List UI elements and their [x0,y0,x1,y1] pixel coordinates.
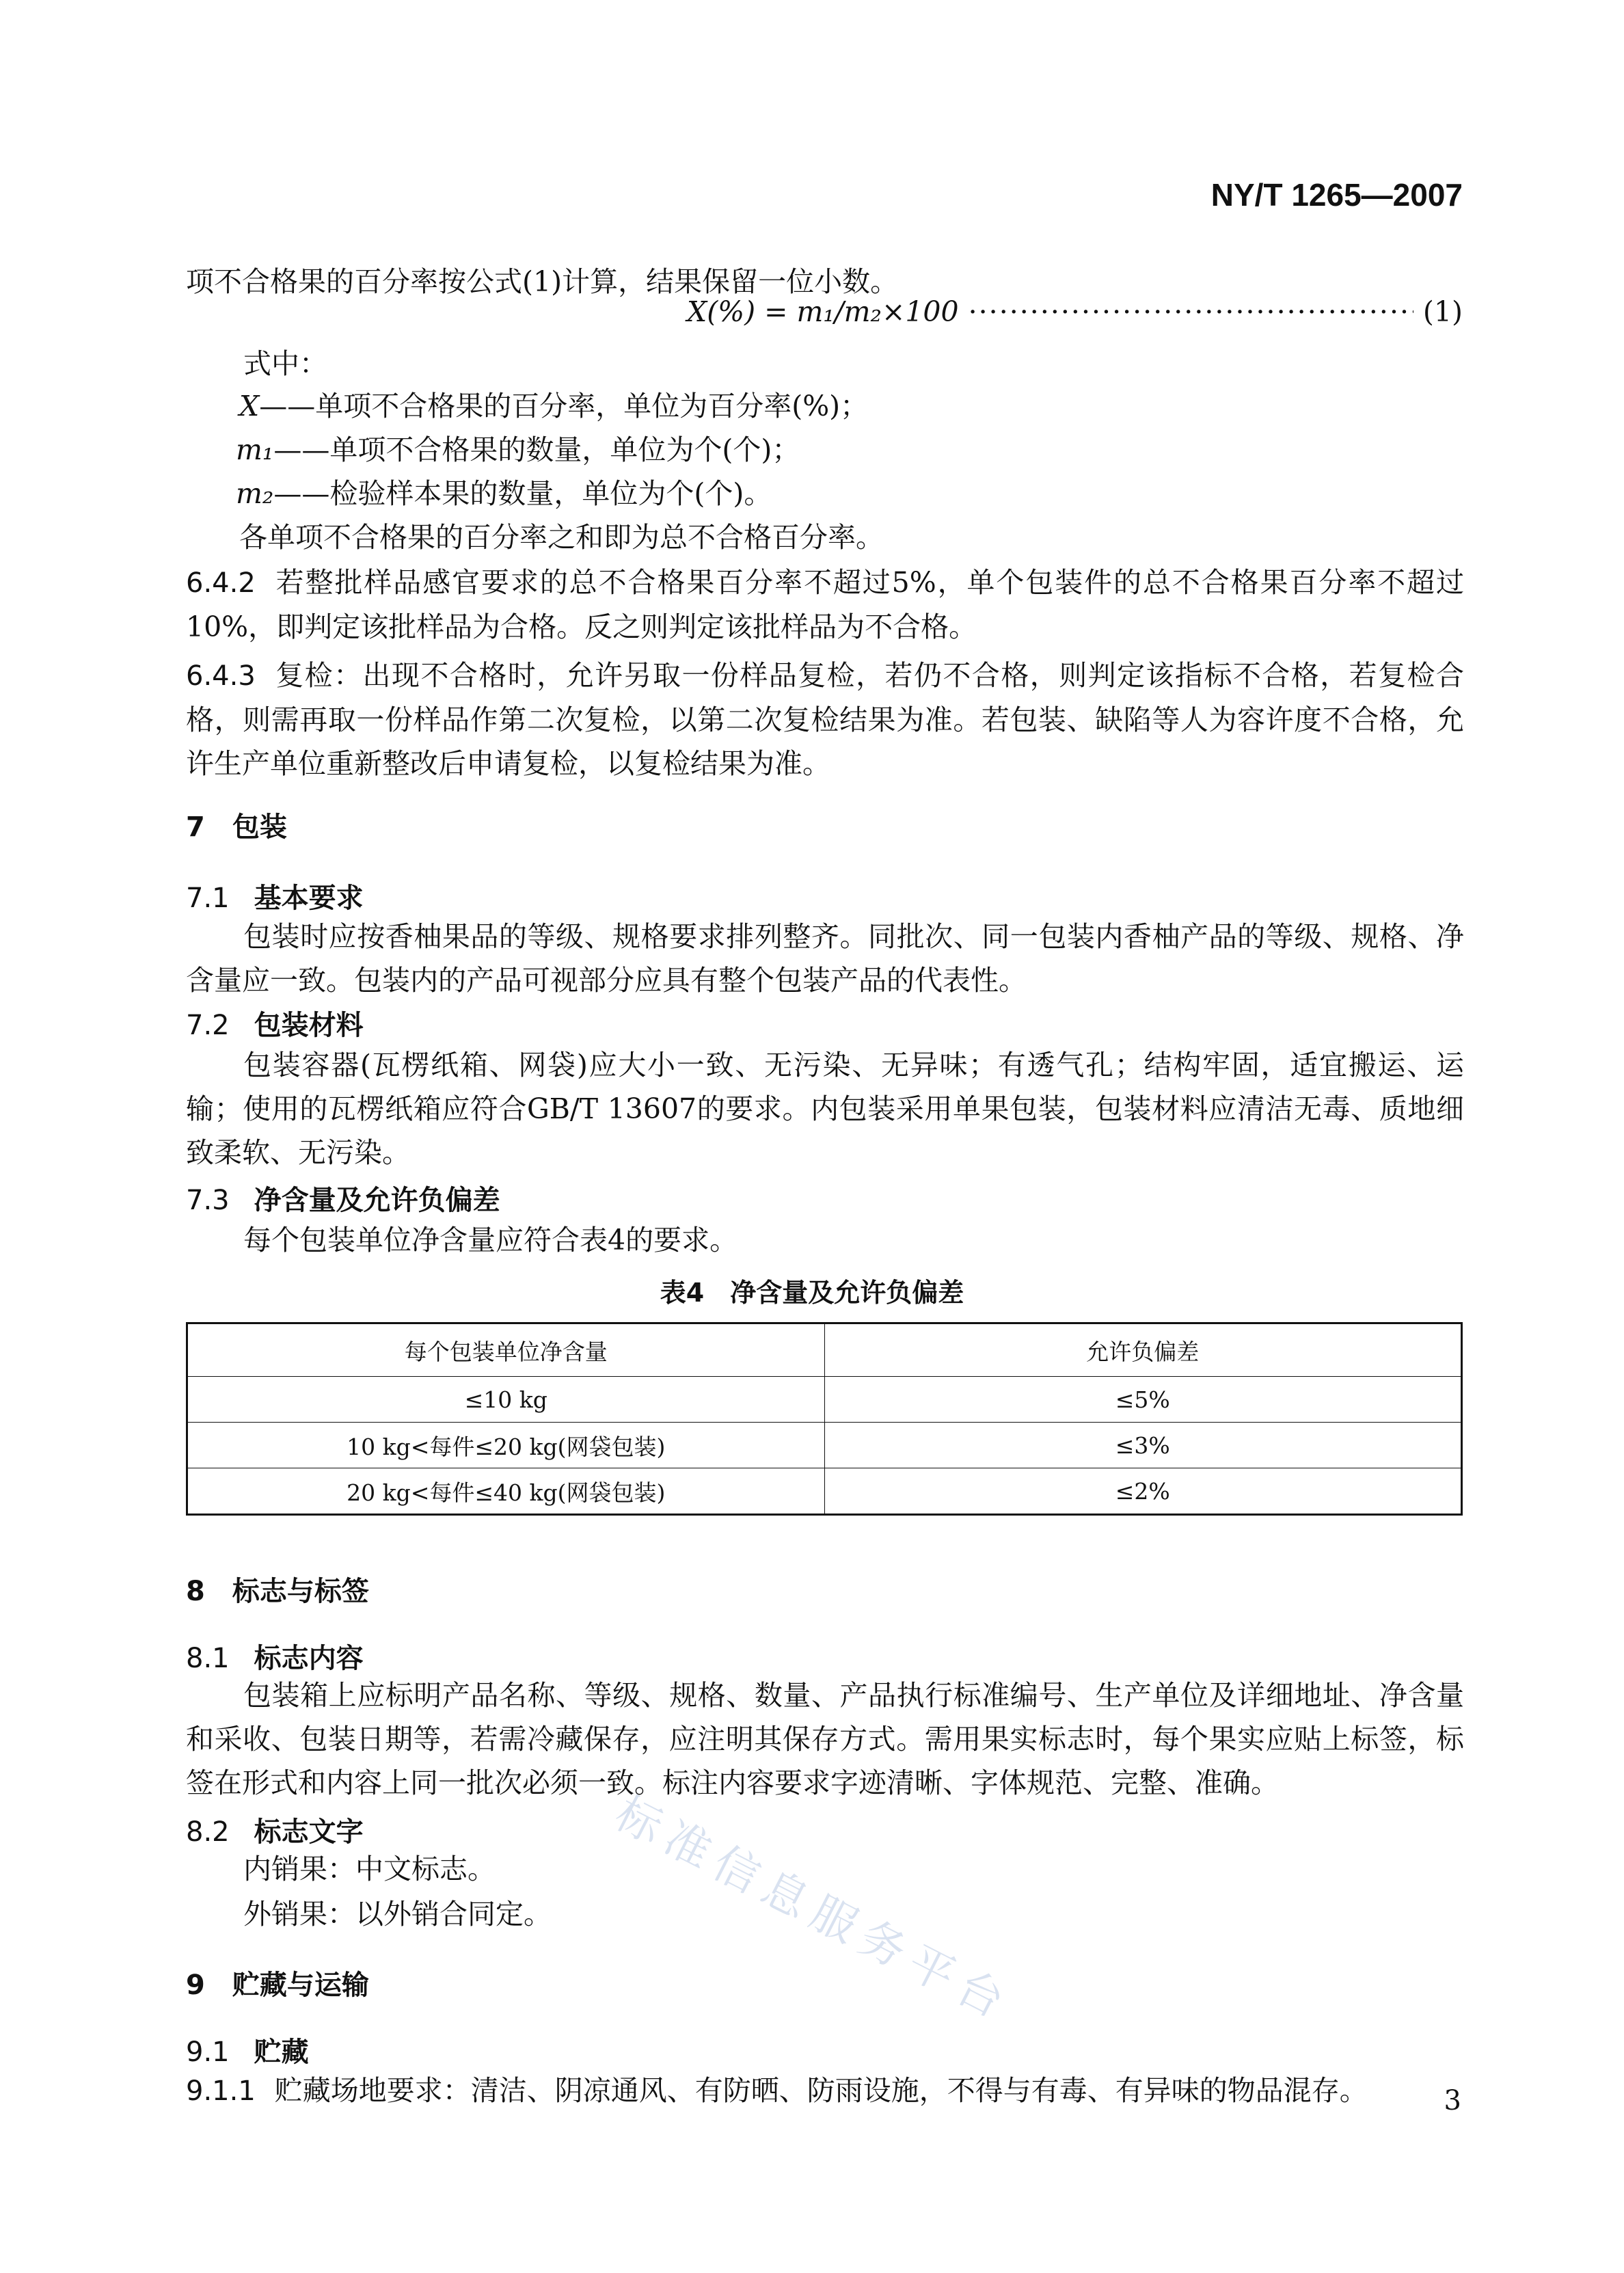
section-7-3-text: 每个包装单位净含量应符合表4的要求。 [243,1224,738,1256]
table-row [187,1468,1462,1515]
section-7-1-text: 包装时应按香柚果品的等级、规格要求排列整齐。同批次、同一包装内香柚产品的等级、规格、净含量应一致。包装内的产品可视部分应具有整个包装产品的代表性。 [186,920,1464,997]
formula-number: (1) [1422,295,1463,328]
section-8-2-domestic: 内销果：中文标志。 [243,1853,496,1885]
variable-m1: m₁——单项不合格果的数量，单位为个(个)； [236,433,800,466]
section-7-2-text: 包装容器(瓦楞纸箱、网袋)应大小一致、无污染、无异味；有透气孔；结构牢固，适宜搬运、运输；使用的瓦楞纸箱应符合GB/T 13607的要求。内包装采用单果包装，包装材料应清洁无毒、质地细致柔软、无污染。 [186,1049,1464,1169]
table-row [187,1377,1462,1423]
formula-intro: 项不合格果的百分率按公式(1)计算，结果保留一位小数。 [186,265,899,298]
section-9-1-heading: 9.1 贮藏 [186,2036,309,2068]
standard-id: NY/T 1265—2007 [1210,177,1463,213]
table-header-row [187,1323,1462,1377]
table-cell: ≤3% [824,1423,1462,1468]
table-cell: ≤2% [824,1468,1462,1515]
section-8-1-heading: 8.1 标志内容 [186,1643,364,1674]
sum-note: 各单项不合格果的百分率之和即为总不合格百分率。 [239,521,884,554]
section-7-2-heading: 7.2 包装材料 [186,1010,364,1041]
formula-line [687,295,1463,328]
clause-6-4-3: 6.4.3 复检：出现不合格时，允许另取一份样品复检，若仍不合格，则判定该指标不合格，若复检合格，则需再取一份样品作第二次复检，以第二次复检结果为准。若包装、缺陷等人为容许度不合格，允许生产单位重新整改后申请复检，以复检结果为准。 [186,659,1464,780]
where-label: 式中： [243,347,327,380]
table-cell: 20 kg<每件≤40 kg(网袋包装) [187,1468,825,1515]
watermark-text: 标准信息服务平台 [607,1786,1021,2032]
page-number: 3 [1444,2085,1461,2116]
table-header-cell: 每个包装单位净含量 [187,1323,825,1377]
table-cell: 10 kg<每件≤20 kg(网袋包装) [187,1423,825,1468]
clause-6-4-2: 6.4.2 若整批样品感官要求的总不合格果百分率不超过5%，单个包装件的总不合格果百分率不超过10%，即判定该批样品为合格。反之则判定该批样品为不合格。 [186,566,1464,643]
section-7-3-heading: 7.3 净含量及允许负偏差 [186,1185,500,1216]
table-4-caption: 表4 净含量及允许负偏差 [660,1278,964,1308]
section-7-heading: 7 包装 [186,811,287,843]
variable-x: X——单项不合格果的百分率，单位为百分率(%)； [239,390,869,422]
section-8-1-text: 包装箱上应标明产品名称、等级、规格、数量、产品执行标准编号、生产单位及详细地址、净含量和采收、包装日期等，若需冷藏保存，应注明其保存方式。需用果实标志时，每个果实应贴上标签，标签在形式和内容上同一批次必须一致。标注内容要求字迹清晰、字体规范、完整、准确。 [186,1679,1464,1799]
formula-leader-dots [969,295,1413,328]
table-cell: ≤10 kg [187,1377,825,1423]
table-cell: ≤5% [824,1377,1462,1423]
formula-expression: X(%) = m₁/m₂×100 [687,295,959,328]
section-9-heading: 9 贮藏与运输 [186,1969,369,2001]
section-8-2-export: 外销果：以外销合同定。 [243,1898,552,1931]
section-8-heading: 8 标志与标签 [186,1576,369,1607]
variable-m2: m₂——检验样本果的数量，单位为个(个)。 [236,477,772,510]
clause-9-1-1: 9.1.1 贮藏场地要求：清洁、阴凉通风、有防晒、防雨设施，不得与有毒、有异味的物品混存。 [186,2074,1368,2107]
net-content-table [186,1322,1463,1516]
section-7-1-heading: 7.1 基本要求 [186,883,364,914]
table-row [187,1423,1462,1468]
table-header-cell: 允许负偏差 [824,1323,1462,1377]
section-8-2-heading: 8.2 标志文字 [186,1816,364,1848]
